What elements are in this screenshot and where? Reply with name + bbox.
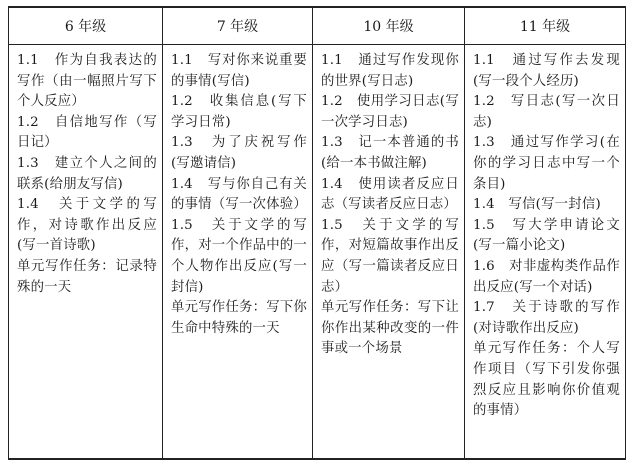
list-item: 1.2 写日志(写一次日志): [473, 94, 620, 130]
list-item: 1.3 建立个人之间的联系(给朋友写信): [17, 155, 157, 192]
list-item: 1.3 通过写作学习(在你的学习日志中写一个条目): [473, 135, 620, 192]
list-item: 1.6 对非虚构类作品作出反应(写一个对话): [473, 258, 620, 295]
curriculum-table: [8, 6, 626, 460]
unit-task: 单元写作任务：写下你生命中特殊的一天: [171, 300, 307, 336]
grade-header: 11 年级: [465, 7, 626, 45]
list-item: 1.3 为了庆祝写作(写邀请信): [171, 135, 307, 171]
content-row: [9, 45, 626, 460]
list-item: 1.5 写大学申请论文(写一篇小论文): [473, 217, 620, 254]
list-item: 1.5 关于文学的写作，对一个作品中的一个人物作出反应(写一封信): [171, 217, 307, 295]
grade-header: 6 年级: [9, 7, 163, 45]
grade-7-cell: [163, 45, 313, 460]
list-item: 1.5 关于文学的写作，对短篇故事作出反应（写一篇读者反应日志）: [321, 217, 459, 295]
grade-6-cell: [9, 45, 163, 460]
list-item: 1.1 通过写作去发现(写一段个人经历): [473, 53, 620, 89]
grade-header: 10 年级: [313, 7, 465, 45]
list-item: 1.2 自信地写作（写日记）: [17, 114, 157, 151]
list-item: 1.7 关于诗歌的写作(对诗歌作出反应): [473, 300, 620, 336]
list-item: 1.1 写对你来说重要的事情(写信): [171, 53, 307, 89]
list-item: 1.1 通过写作发现你的世界(写日志): [321, 53, 459, 89]
grade-header: 7 年级: [163, 7, 313, 45]
list-item: 1.4 使用读者反应日志（写读者反应日志）: [321, 176, 459, 213]
list-item: 1.4 关于文学的写作，对诗歌作出反应(写一首诗歌): [17, 197, 157, 254]
header-row: [9, 7, 626, 45]
grade-10-cell: [313, 45, 465, 460]
unit-task: 单元写作任务：个人写作项目（写下引发你强烈反应且影响你价值观的事情）: [473, 341, 620, 419]
grade-11-cell: [465, 45, 626, 460]
list-item: 1.2 收集信息(写下学习日常): [171, 94, 307, 130]
unit-task: 单元写作任务：记录特殊的一天: [17, 258, 157, 295]
list-item: 1.3 记一本普通的书(给一本书做注解): [321, 135, 459, 171]
list-item: 1.4 写信(写一封信): [473, 197, 601, 213]
list-item: 1.4 写与你自己有关的事情（写一次体验）: [171, 176, 307, 213]
list-item: 1.1 作为自我表达的写作（由一幅照片写下个人反应）: [17, 53, 157, 110]
unit-task: 单元写作任务：写下让你作出某种改变的一件事或一个场景: [321, 300, 459, 357]
list-item: 1.2 使用学习日志(写一次学习日志): [321, 94, 459, 130]
